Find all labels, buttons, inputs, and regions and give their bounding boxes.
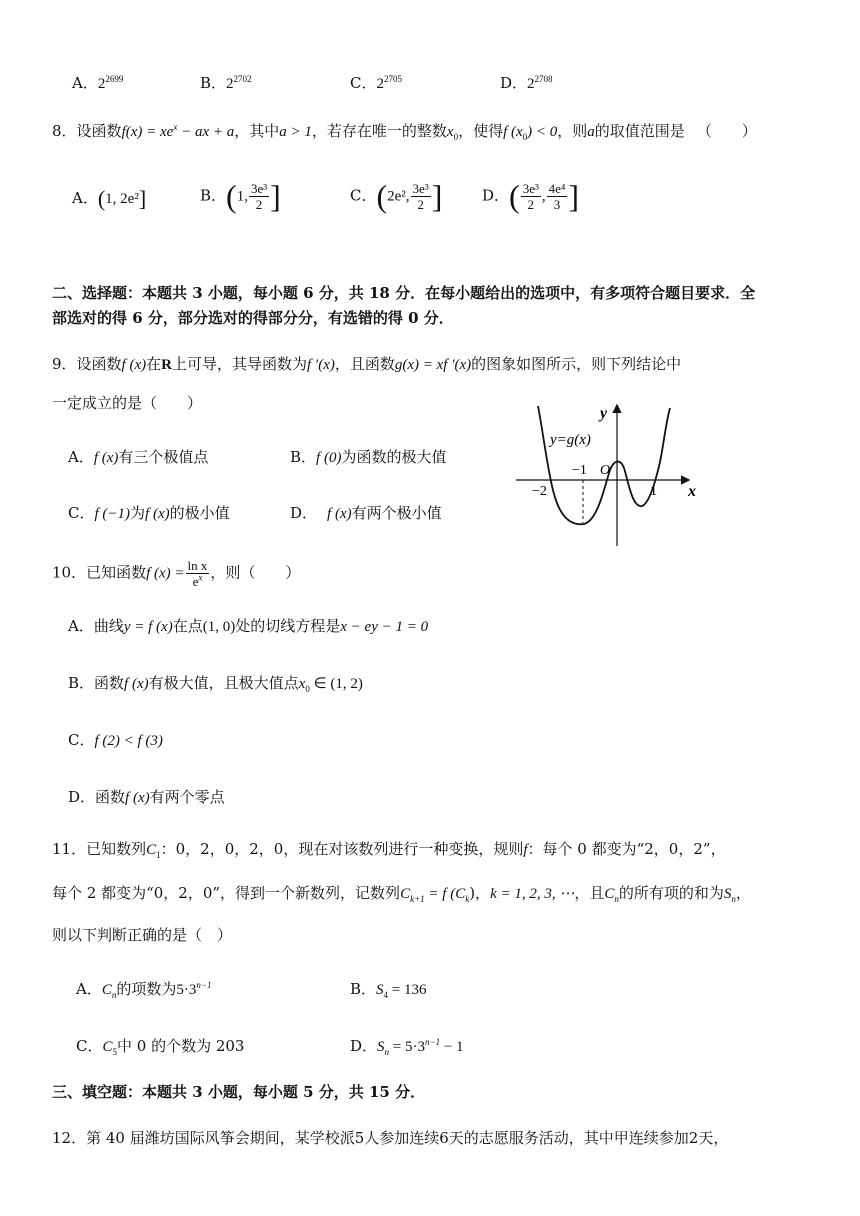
option-base: 2 xyxy=(97,76,106,92)
option-exponent: 2708 xyxy=(534,74,553,84)
variable: x xyxy=(446,124,454,140)
inequality: ) < 0 xyxy=(527,124,558,140)
stem-text: 10．已知函数 xyxy=(52,563,147,582)
function-expr: f(x) = xe xyxy=(121,124,174,140)
stem-text: 的所有项的和为 xyxy=(618,884,724,902)
option-text: 的极小值 xyxy=(169,504,230,522)
option-label: B． xyxy=(68,674,95,692)
curve-label: y=g(x) xyxy=(550,432,591,448)
stem-text: ，若存在唯一的整数 xyxy=(311,122,447,140)
option-base: 2 xyxy=(376,76,384,92)
fraction xyxy=(411,181,431,212)
subscript: 0 xyxy=(522,132,528,142)
q10-stem xyxy=(52,558,300,589)
q9-option-b xyxy=(290,446,446,467)
fraction xyxy=(249,181,269,212)
fraction xyxy=(186,558,210,589)
option-text: 有两个零点 xyxy=(149,788,225,806)
option-content: 1, 2e² xyxy=(105,191,139,207)
variable: C xyxy=(101,982,112,998)
variable: C xyxy=(102,1039,113,1055)
function-expr: f (x) xyxy=(327,506,352,522)
stem-text: ：每个 0 都变为“2，0，2”， xyxy=(527,840,726,858)
subscript: n xyxy=(384,1047,390,1057)
option-text: 为函数的极大值 xyxy=(341,448,447,466)
q7-option-c xyxy=(350,72,402,93)
option-text: 的项数为 xyxy=(116,980,177,998)
option-label: D． xyxy=(350,1037,378,1055)
q11-stem-line2 xyxy=(52,886,751,902)
subscript: k+1 xyxy=(410,894,425,904)
stem-text: 上可导，其导函数为 xyxy=(171,355,307,373)
stem-text: ，则 xyxy=(557,122,588,140)
numerator: 3e³ xyxy=(522,181,539,196)
section-2-heading-line2: 部选对的得 6 分，部分选对的得部分分，有选错的得 0 分． xyxy=(52,309,454,327)
q7-option-d xyxy=(500,72,553,93)
denominator xyxy=(191,574,205,589)
question-number: 8． xyxy=(52,122,77,140)
option-text: 为 xyxy=(130,504,146,522)
q9-option-c xyxy=(68,502,230,523)
real-set: R xyxy=(161,357,172,373)
q9-stem-line2: 一定成立的是（ ） xyxy=(52,394,203,412)
option-label: B． xyxy=(200,74,227,92)
q9-option-d xyxy=(290,502,442,523)
denominator-base: e xyxy=(192,574,199,589)
option-exponent: 2699 xyxy=(105,74,124,84)
option-label: B． xyxy=(350,980,377,998)
variable: C xyxy=(146,842,157,858)
q10-option-b xyxy=(68,672,363,693)
condition: a > 1 xyxy=(279,124,312,140)
exponent: n−1 xyxy=(425,1037,441,1047)
option-base: 2 xyxy=(226,76,234,92)
q7-option-b xyxy=(200,72,252,93)
tick-label-neg2: −2 xyxy=(532,484,547,499)
fraction xyxy=(547,181,568,212)
option-text: 函数 xyxy=(95,788,126,806)
q11-option-d xyxy=(350,1035,464,1056)
option-lead: 2e², xyxy=(387,188,410,205)
option-text: 有极大值，且极大值点 xyxy=(148,674,299,692)
numerator: 3e³ xyxy=(412,181,429,196)
answer-paren: （ ） xyxy=(696,122,757,140)
stem-text: 设函数 xyxy=(76,122,122,140)
x-axis-label: x xyxy=(688,483,696,500)
denominator: 3 xyxy=(553,197,561,212)
subscript: 1 xyxy=(156,850,161,860)
function-expr: f (x) xyxy=(93,450,119,466)
q7-option-a xyxy=(72,72,123,93)
numerator: 3e³ xyxy=(250,181,268,196)
variable: x xyxy=(298,676,306,692)
stem-text: 在 xyxy=(146,355,162,373)
value: = 5·3 xyxy=(389,1039,425,1055)
variable: f xyxy=(523,842,528,858)
subscript: 5 xyxy=(112,1047,117,1057)
subscript: 0 xyxy=(453,132,459,142)
section-3-heading: 三、填空题：本题共 3 小题，每小题 5 分，共 15 分． xyxy=(52,1083,426,1101)
q10-option-d xyxy=(68,786,225,807)
option-label: C． xyxy=(350,186,377,205)
function-expr: y = f (x) xyxy=(123,619,173,635)
q8-option-b: B．(1, $\frac{\text{3e³}}{2}$ ] xyxy=(200,178,281,214)
function-expr: g(x) = xf ′(x) xyxy=(394,357,472,373)
stem-text: ，其中 xyxy=(234,122,280,140)
interval: ∈ (1, 2) xyxy=(309,676,363,692)
exponent: x xyxy=(198,572,203,583)
option-exponent: 2705 xyxy=(383,74,402,84)
stem-text: 11．已知数列 xyxy=(52,840,147,858)
index-values: k = 1, 2, 3, ⋯ xyxy=(490,886,575,902)
option-label: D． xyxy=(500,74,528,92)
option-text: 处的切线方程是 xyxy=(235,617,341,635)
numerator: 4e⁴ xyxy=(548,181,566,196)
q8-option-d: D．( $\frac{\text{3e³}}{2}$ , $\frac{\text{4e⁴}}{3}$ ] xyxy=(482,178,580,214)
function-expr-rest: − ax + a xyxy=(177,124,235,140)
stem-text: ，且函数 xyxy=(334,355,395,373)
q8-stem xyxy=(52,124,757,140)
stem-text: ， xyxy=(735,884,751,902)
option-label: A． xyxy=(72,189,98,207)
option-text: 中 0 的个数为 203 xyxy=(117,1037,245,1055)
option-label: D． xyxy=(482,186,510,205)
option-label: C． xyxy=(76,1037,103,1055)
option-lead: 1, xyxy=(236,188,248,205)
origin-label: O xyxy=(600,463,611,478)
option-text: 有三个极值点 xyxy=(118,448,209,466)
inequality: f (x xyxy=(503,124,523,140)
q9-stem-line1 xyxy=(52,357,681,373)
variable: S xyxy=(377,1039,385,1055)
inequality: f (2) < f (3) xyxy=(94,733,163,749)
equation: x − ey − 1 = 0 xyxy=(340,619,429,635)
stem-text: ，且 xyxy=(574,884,605,902)
option-label: A． xyxy=(68,448,94,466)
variable: C xyxy=(400,886,411,902)
q11-option-c xyxy=(76,1035,244,1056)
q9-option-a xyxy=(68,446,208,467)
option-text: 有两个极小值 xyxy=(351,504,442,522)
exponent: x xyxy=(173,122,178,132)
q8-option-c: C．(2e², $\frac{\text{3e³}}{2}$ ] xyxy=(350,178,443,214)
option-label: B． xyxy=(290,448,317,466)
stem-text: 每个 2 都变为“0，2，0”，得到一个新数列，记数列 xyxy=(52,884,401,902)
q8-option-a: A．(1, 2e²] xyxy=(72,186,147,211)
function-expr: f (−1) xyxy=(94,506,131,522)
variable: C xyxy=(604,886,615,902)
function-expr: f (x) xyxy=(145,506,170,522)
numerator: ln x xyxy=(187,558,208,573)
function-expr: f (x) xyxy=(121,357,147,373)
value: − 1 xyxy=(440,1039,464,1055)
q11-stem-line3: 则以下判断正确的是（ ） xyxy=(52,926,233,944)
option-label: C． xyxy=(68,731,95,749)
subscript: 4 xyxy=(383,990,389,1000)
q11-stem-line1 xyxy=(52,842,726,858)
option-label: D． xyxy=(68,788,96,806)
subscript: n xyxy=(731,894,736,904)
stem-text: 9．设函数 xyxy=(52,355,122,373)
q11-option-a xyxy=(76,978,211,999)
subscript: k xyxy=(465,894,470,904)
stem-text: )， xyxy=(469,884,491,902)
value: 5·3 xyxy=(176,982,197,998)
option-label: D． xyxy=(290,504,318,522)
function-expr: = f (C xyxy=(424,886,466,902)
option-text: 曲线 xyxy=(93,617,124,635)
y-axis-label: y xyxy=(600,405,608,422)
option-label: A． xyxy=(72,74,98,92)
subscript: 0 xyxy=(305,684,310,694)
option-label: B． xyxy=(200,186,227,205)
denominator: 2 xyxy=(417,197,424,212)
function-expr: f (x) = xyxy=(146,565,185,582)
stem-text: ，则（ ） xyxy=(210,563,301,582)
option-text: 函数 xyxy=(94,674,125,692)
fraction xyxy=(521,181,541,212)
option-label: A． xyxy=(76,980,102,998)
section-2-heading-line1: 二、选择题：本题共 3 小题，每小题 6 分，共 18 分．在每小题给出的选项中，有多项符合题目要求．全 xyxy=(52,284,756,302)
stem-text: 的图象如图所示，则下列结论中 xyxy=(471,355,682,373)
q11-option-b xyxy=(350,978,427,999)
q9-graph xyxy=(510,398,710,550)
subscript: n xyxy=(614,894,619,904)
variable: S xyxy=(376,982,384,998)
tick-label-neg1: −1 xyxy=(572,463,587,478)
function-expr: f ′(x) xyxy=(307,357,335,373)
function-expr: f (x) xyxy=(125,790,150,806)
option-label: A． xyxy=(68,617,94,635)
q10-option-a xyxy=(68,615,428,636)
denominator: 2 xyxy=(527,197,535,212)
point: (1, 0) xyxy=(202,619,236,635)
q12-stem: 12．第 40 届潍坊国际风筝会期间，某学校派5人参加连续6天的志愿服务活动，其中甲连续参加2天， xyxy=(52,1129,729,1147)
stem-text: ：0，2，0，2，0，现在对该数列进行一种变换，规则 xyxy=(160,840,524,858)
option-text: 在点 xyxy=(172,617,203,635)
variable: a xyxy=(587,124,595,140)
stem-text: 的取值范围是 xyxy=(594,122,685,140)
option-exponent: 2702 xyxy=(233,74,252,84)
function-expr: f (x) xyxy=(124,676,149,692)
q10-option-c xyxy=(68,729,163,750)
stem-text: ，使得 xyxy=(458,122,504,140)
value: = 136 xyxy=(388,982,427,998)
option-label: C． xyxy=(350,74,377,92)
function-expr: f (0) xyxy=(316,450,342,466)
subscript: n xyxy=(111,990,117,1000)
tick-label-1: 1 xyxy=(650,484,657,499)
variable: S xyxy=(723,886,732,902)
exponent: n−1 xyxy=(196,980,212,990)
option-label: C． xyxy=(68,504,95,522)
option-base: 2 xyxy=(527,76,535,92)
denominator: 2 xyxy=(255,197,263,212)
